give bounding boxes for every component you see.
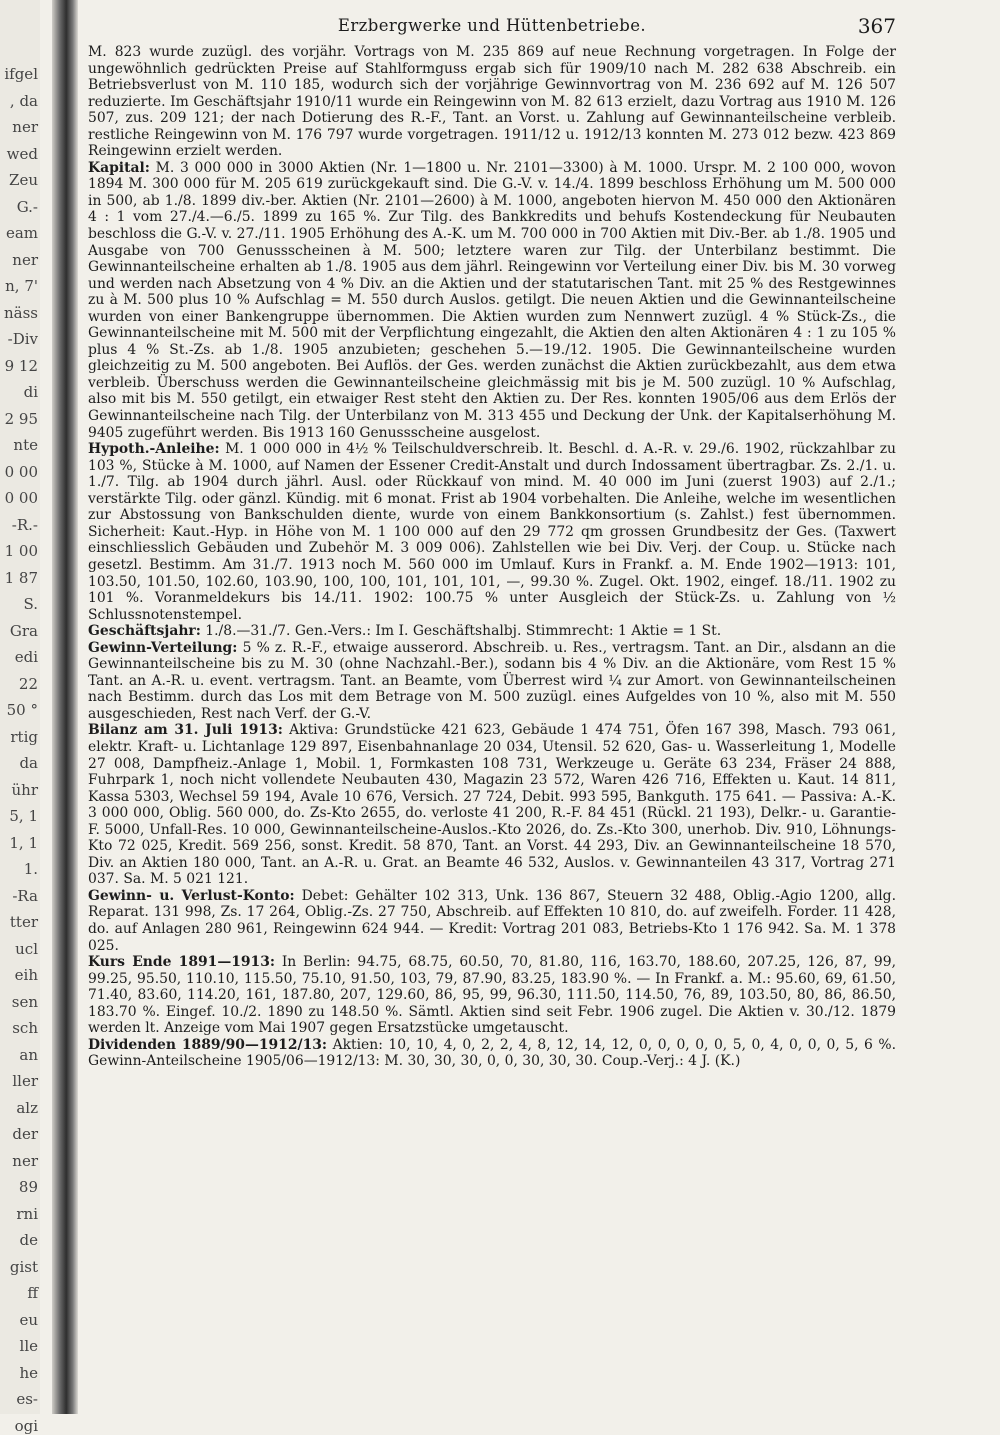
gewinn-verteilung-text: 5 % z. R.-F., etwaige ausserord. Abschreib. u. Res., vertragsm. Tant. an Dir., alsdann an die Gewinnanteilscheine bis zu M. 30 (ohne Nachzahl.-Ber.), sodann bis 4 % Div. an die Aktionäre, vom Rest 15 % Tant. an A.-R. u. event. vertragsm. Tant. an Beamte, vom Überrest wird ¼ zur Amort. von Gewinnanteilscheinen nach Bestimm. durch das Los mit dem Betrage von M. 500 zuzügl. eines Aufgeldes von 10 %, also mit M. 550 ausgeschieden, Rest nach Verf. der G.-V.: [88, 639, 896, 722]
bleed-fragment: ifgel: [4, 65, 38, 83]
page-body: [88, 44, 896, 1070]
bleed-fragment: 22: [18, 674, 38, 693]
gewinn-verlust-heading: Gewinn- u. Verlust-Konto:: [88, 887, 295, 904]
bleed-fragment: 0 00: [4, 489, 38, 507]
bleed-fragment: an: [19, 1045, 38, 1064]
bleed-fragment: ner: [12, 250, 38, 269]
bleed-fragment: da: [19, 754, 38, 772]
bleed-fragment: ner: [12, 118, 38, 136]
paragraph-gewinn-verteilung: [88, 640, 896, 723]
bilanz-text: Aktiva: Grundstücke 421 623, Gebäude 1 474 751, Öfen 167 398, Masch. 793 061, elektr. Kraft- u. Lichtanlage 129 897, Eisenbahnanlage 20 034, Utensil. 52 620, Gas- u. Wasserleitung 1, Modelle 27 008, Dampfheiz.-Anlage 1, Mobil. 1, Formkasten 108 731, Werkzeuge u. Geräte 63 234, Fräser 24 888, Fuhrpark 1, noch nicht vollendete Neubauten 430, Magazin 23 572, Waren 426 716, Effekten u. Kaut. 14 811, Kassa 5303, Wechsel 59 194, Avale 10 676, Versich. 27 724, Debit. 993 595, Bankguth. 175 641. — Passiva: A.-K. 3 000 000, Oblig. 560 000, do. Zs-Kto 2655, do. verloste 41 200, R.-F. 84 451 (Rückl. 21 193), Delkr.- u. Garantie-F. 5000, Unfall-Res. 10 000, Gewinnanteilscheine-Auslos.-Kto 2026, do. Zs.-Kto 300, unerhob. Div. 910, Löhnungs-Kto 72 025, Kredit. 569 256, sonst. Kredit. 58 870, Tant. an Vorst. 44 293, Div. an Gewinnanteilscheine 18 570, Div. an Aktien 180 000, Tant. an A.-R. u. Grat. an Beamte 46 532, Auslos. v. Gewinnanteilen 43 317, Vortrag 271 037. Sa. M. 5 021 121.: [88, 722, 896, 888]
bleed-fragment: lle: [19, 1337, 38, 1355]
kurs-heading: Kurs Ende 1891—1913:: [88, 954, 276, 971]
running-title: Erzbergwerke und Hüttenbetriebe.: [337, 16, 647, 35]
bleed-fragment: tter: [9, 913, 38, 931]
paragraph-hypoth-anleihe: [88, 441, 896, 623]
bleed-fragment: der: [12, 1125, 38, 1143]
bleed-fragment: 1 87: [4, 568, 38, 587]
paragraph-kurs: [88, 954, 896, 1037]
bleed-fragment: de: [19, 1231, 38, 1249]
dividenden-heading: Dividenden 1889/90—1912/13:: [88, 1036, 328, 1053]
bleed-fragment: gist: [9, 1257, 38, 1276]
bleed-fragment: G.-: [16, 197, 38, 216]
bleed-fragment: ner: [12, 1151, 38, 1170]
bleed-fragment: eu: [19, 1310, 38, 1329]
paragraph-intro: [88, 44, 896, 160]
document-page: [88, 10, 896, 1070]
kapital-text: M. 3 000 000 in 3000 Aktien (Nr. 1—1800 u. Nr. 2101—3300) à M. 1000. Urspr. M. 2 100 000, wovon 1894 M. 300 000 für M. 205 619 zurückgekauft sind. Die G.-V. v. 14./4. 1899 beschloss Erhöhung um M. 500 000 in 500, ab 1./8. 1899 div.-ber. Aktien (Nr. 2101—2600) à M. 1000, angeboten hiervon M. 450 000 den Aktionären 4 : 1 vom 27./4.—6./5. 1899 zu 165 %. Zur Tilg. des Bankkredits und behufs Kostendeckung für Neubauten beschloss die G.-V. v. 27./11. 1905 Erhöhung des A.-K. um M. 700 000 in 700 Aktien mit Div.-Ber. ab 1./8. 1905 und Ausgabe von 700 Genussscheinen à M. 500; letztere waren zur Tilg. der Unterbilanz bestimmt. Die Gewinnanteilscheine erhalten ab 1./8. 1905 aus dem jährl. Reingewinn vor Verteilung einer Div. bis M. 30 vorweg und werden nach Absetzung von 4 % Div. an die Aktien und der statutarischen Tant. mit 25 % des Restgewinnes zu à M. 500 plus 10 % Aufschlag = M. 550 durch Auslos. getilgt. Die neuen Aktien und die Gewinnanteilscheine wurden von einer Bankengruppe übernommen. Die Aktien wurden zum Nennwert zuzügl. 4 % Stück-Zs., die Gewinnanteilscheine mit M. 500 mit der Verpflichtung eingezahlt, die Aktien den alten Aktionären 4 : 1 zu 105 % plus 4 % St.-Zs. ab 1./8. 1905 anzubieten; geschehen 5.—19./12. 1905. Die Gewinnanteilscheine wurden gleichzeitig zu M. 500 angeboten. Bei Auflös. der Ges. werden zunächst die Aktien zurückbezahlt, aus dem etwa verbleib. Überschuss werden die Gewinnanteilscheine gleichmässig mit bis je M. 500 zuzügl. 10 % Aufschlag, also mit bis M. 550 getilgt, ein etwaiger Rest steht den Aktien zu. Der Res. konnten 1905/06 aus dem Erlös der Gewinnanteilscheine nach Tilg. der Unterbilanz von M. 313 455 und Deckung der Unk. der Kapitalserhöhung M. 9405 zugeführt werden. Bis 1913 160 Genussscheine ausgelost.: [88, 159, 896, 441]
book-gutter: [52, 0, 78, 1414]
bleed-fragment: edi: [14, 648, 38, 666]
bleed-fragment: Zeu: [9, 171, 38, 189]
bleed-fragment: -Ra: [12, 886, 38, 905]
bleed-fragment: sch: [12, 1019, 38, 1037]
bleed-fragment: 9 12: [4, 356, 38, 375]
geschaeftsjahr-heading: Geschäftsjahr:: [88, 623, 201, 640]
bleed-fragment: S.: [23, 595, 38, 613]
page-number: 367: [857, 14, 896, 38]
bleed-fragment: sen: [11, 992, 38, 1011]
bleed-fragment: eih: [14, 966, 38, 984]
bleed-fragment: näss: [4, 303, 38, 322]
page-header: [88, 10, 896, 44]
bleed-fragment: 0 00: [4, 462, 38, 481]
gewinn-verteilung-heading: Gewinn-Verteilung:: [88, 639, 238, 656]
bleed-fragment: n, 7': [5, 277, 38, 295]
bleed-fragment: ucl: [15, 939, 38, 958]
bleed-fragment: 1.: [23, 860, 38, 878]
paragraph-geschaeftsjahr: [88, 623, 896, 640]
hypoth-anleihe-heading: Hypoth.-Anleihe:: [88, 441, 220, 458]
bleed-fragment: , da: [9, 91, 38, 110]
bleed-fragment: rtig: [10, 727, 38, 746]
bilanz-heading: Bilanz am 31. Juli 1913:: [88, 722, 283, 739]
bleed-fragment: 1, 1: [9, 833, 38, 852]
bleed-fragment: ller: [12, 1072, 38, 1090]
bleed-fragment: ogi: [14, 1416, 38, 1435]
paragraph-dividenden: [88, 1037, 896, 1070]
hypoth-anleihe-text: M. 1 000 000 in 4½ % Teilschuldverschreib. lt. Beschl. d. A.-R. v. 29./6. 1902, rückzahlbar zu 103 %, Stücke à M. 1000, auf Namen der Essener Credit-Anstalt und durch Indossament übertragbar. Zs. 2./1. u. 1./7. Tilg. ab 1904 durch jährl. Ausl. oder Rückkauf von mind. M. 40 000 im Juni (zuerst 1903) auf 2./1.; verstärkte Tilg. oder gänzl. Kündig. mit 6 monat. Frist ab 1904 vorbehalten. Die Anleihe, welche im wesentlichen zur Abstossung von Bankschulden diente, wurde von einem Bankkonsortium (s. Zahlst.) fest übernommen. Sicherheit: Kaut.-Hyp. in Höhe von M. 1 100 000 auf den 29 772 qm grossen Grundbesitz der Ges. (Taxwert einschliesslich Gebäuden und Zubehör M. 3 009 006). Zahlstellen wie bei Div. Verj. der Coup. u. Stücke nach gesetzl. Bestimm. Am 31./7. 1913 noch M. 560 000 im Umlauf. Kurs in Frankf. a. M. Ende 1902—1913: 101, 103.50, 101.50, 102.60, 103.90, 100, 100, 101, 101, 101, —, 99.30 %. Zugel. Okt. 1902, eingef. 18./11. 1902 zu 101 %. Voranmeldekurs bis 14./11. 1902: 100.75 % unter Ausgleich der Stück-Zs. u. Zahlung von ½ Schlussnotenstempel.: [88, 441, 897, 623]
bleed-fragment: di: [23, 383, 38, 401]
bleed-fragment: Gra: [9, 621, 38, 640]
bleed-fragment: eam: [5, 224, 38, 242]
paragraph-bilanz: [88, 722, 896, 887]
dividenden-text: Aktien: 10, 10, 4, 0, 2, 2, 4, 8, 12, 14, 12, 0, 0, 0, 0, 0, 5, 0, 4, 0, 0, 0, 5, 6 %. Gewinn-Anteilscheine 1905/06—1912/13: M. 30, 30, 30, 0, 0, 30, 30, 30. Coup.-Verj.: 4 J. (K.): [88, 1036, 897, 1070]
bleed-fragment: 2 95: [4, 409, 38, 428]
bleed-fragment: rni: [16, 1204, 38, 1223]
kapital-heading: Kapital:: [88, 159, 150, 176]
intro-text: M. 823 wurde zuzügl. des vorjähr. Vortrags von M. 235 869 auf neue Rechnung vorgetragen. In Folge der ungewöhnlich gedrückten Preise auf Stahlformguss ergab sich für 1909/10 nach M. 282 638 Abschreib. ein Betriebsverlust von M. 110 185, wodurch sich der vorjährige Gewinnvortrag von M. 236 692 auf M. 126 507 reduzierte. Im Geschäftsjahr 1910/11 wurde ein Reingewinn von M. 82 613 erzielt, dazu Vortrag aus 1910 M. 126 507, zus. 209 121; der nach Dotierung des R.-F., Tant. an Vorst. u. Zahlung auf Gewinnanteilscheine verbleib. restliche Reingewinn von M. 176 797 wurde vorgetragen. 1911/12 u. 1912/13 konnten M. 273 012 bezw. 423 869 Reingewinn erzielt werden.: [88, 44, 896, 160]
bleed-fragment: wed: [6, 144, 38, 163]
facing-page-bleed: [0, 0, 40, 1435]
bleed-fragment: alz: [16, 1098, 38, 1117]
bleed-fragment: ühr: [11, 780, 38, 799]
bleed-fragment: 50 °: [6, 701, 38, 719]
bleed-fragment: 5, 1: [9, 807, 38, 825]
kurs-text: In Berlin: 94.75, 68.75, 60.50, 70, 81.80, 116, 163.70, 188.60, 207.25, 126, 87, 99, 99.25, 95.50, 110.10, 115.50, 75.10, 91.50, 103, 79, 87.90, 83.25, 183.90 %. — In Frankf. a. M.: 95.60, 69, 61.50, 71.40, 83.60, 114.20, 161, 187.80, 207, 129.60, 86, 95, 99, 96.30, 111.50, 114.50, 76, 89, 103.50, 80, 86, 86.50, 183.70 %. Eingef. 10./2. 1890 zu 148.50 %. Sämtl. Aktien sind seit Febr. 1906 zugel. Die Aktien v. 30./12. 1879 werden lt. Anzeige vom Mai 1907 gegen Ersatzstücke umgetauscht.: [88, 954, 897, 1037]
bleed-fragment: -Div: [7, 330, 38, 348]
paragraph-kapital: [88, 160, 896, 441]
geschaeftsjahr-text: 1./8.—31./7. Gen.-Vers.: Im I. Geschäftshalbj. Stimmrecht: 1 Aktie = 1 St.: [205, 623, 722, 640]
bleed-fragment: ff: [27, 1284, 38, 1302]
bleed-fragment: -R.-: [11, 515, 38, 534]
bleed-fragment: nte: [13, 436, 38, 454]
paragraph-gewinn-verlust: [88, 888, 896, 954]
bleed-fragment: 89: [18, 1178, 38, 1196]
bleed-fragment: es-: [16, 1390, 38, 1408]
bleed-fragment: 1 00: [4, 542, 38, 560]
gewinn-verlust-text: Debet: Gehälter 102 313, Unk. 136 867, Steuern 32 488, Oblig.-Agio 1200, allg. Reparat. 131 998, Zs. 17 264, Oblig.-Zs. 27 750, Abschreib. auf Effekten 10 810, do. auf zweifelh. Forder. 11 428, do. auf Anlagen 280 961, Reingewinn 624 944. — Kredit: Vortrag 201 083, Betriebs-Kto 1 176 942. Sa. M. 1 378 025.: [88, 887, 896, 954]
bleed-fragment: he: [19, 1363, 38, 1382]
